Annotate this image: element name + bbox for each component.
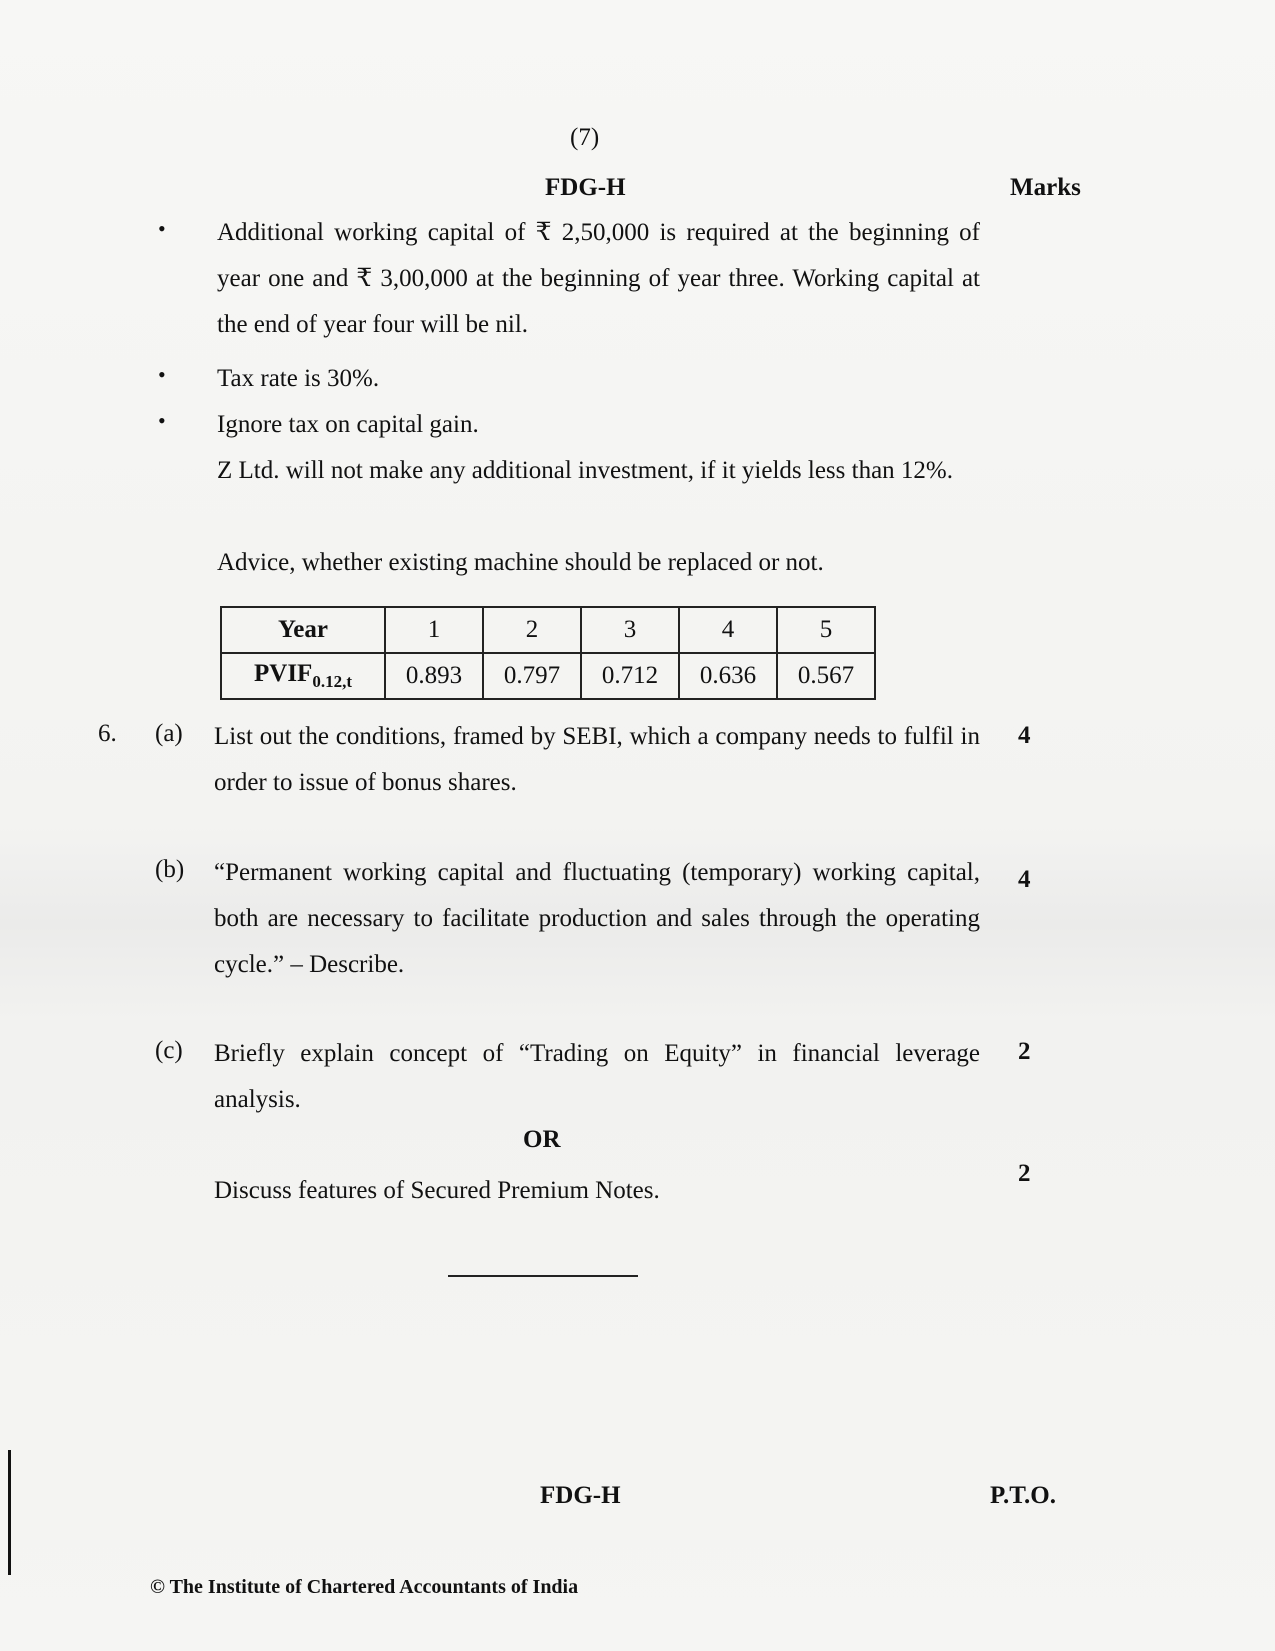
bullet-tax-rate: Tax rate is 30%. — [217, 365, 380, 392]
part-b-text: “Permanent working capital and fluctuating (temporary) working capital, both are necessary to facilitate production and sales through the operating cycle.” – Describe. — [214, 859, 980, 978]
part-b-marks: 4 — [1018, 866, 1031, 893]
pvif-cell: 0.636 — [679, 653, 777, 699]
page-number: (7) — [570, 124, 600, 151]
part-c-marks: 2 — [1018, 1038, 1031, 1065]
scan-edge-mark — [8, 1450, 11, 1575]
part-b-label: (b) — [155, 856, 185, 883]
table-row — [221, 607, 875, 653]
part-a-marks: 4 — [1018, 722, 1031, 749]
year-cell: 3 — [581, 607, 679, 653]
investment-note: Z Ltd. will not make any additional investment, if it yields less than 12%. — [217, 457, 953, 484]
marks-column-heading: Marks — [1010, 174, 1081, 201]
footer-paper-code: FDG-H — [540, 1482, 621, 1509]
pvif-cell: 0.893 — [385, 653, 483, 699]
year-row-label: Year — [221, 607, 385, 653]
bullet-marker: • — [158, 362, 166, 387]
footer-pto: P.T.O. — [990, 1482, 1056, 1509]
pvif-cell: 0.712 — [581, 653, 679, 699]
bullet-capital-gain: Ignore tax on capital gain. — [217, 411, 479, 438]
year-cell: 2 — [483, 607, 581, 653]
bullet-working-capital: Additional working capital of ₹ 2,50,000 is required at the beginning of year one and ₹ 3,00,000 at the beginning of year three. Working capital at the end of year four will be nil. — [217, 219, 980, 338]
bullet-marker: • — [158, 408, 166, 433]
part-a-label: (a) — [155, 720, 183, 747]
header-paper-code: FDG-H — [545, 174, 626, 201]
alternative-question-text: Discuss features of Secured Premium Notes. — [214, 1177, 660, 1204]
question-number: 6. — [98, 720, 117, 747]
or-separator: OR — [523, 1126, 561, 1153]
part-a-text: List out the conditions, framed by SEBI, which a company needs to fulfil in order to issue of bonus shares. — [214, 723, 980, 796]
bullet-marker: • — [158, 216, 166, 241]
end-of-question-rule — [448, 1275, 638, 1277]
alternative-marks: 2 — [1018, 1160, 1031, 1187]
pvif-cell: 0.797 — [483, 653, 581, 699]
advice-question: Advice, whether existing machine should be replaced or not. — [217, 549, 824, 576]
part-c-label: (c) — [155, 1037, 183, 1064]
pvif-table — [220, 606, 876, 700]
year-cell: 1 — [385, 607, 483, 653]
table-row — [221, 653, 875, 699]
pvif-label-text: PVIF — [254, 660, 313, 687]
part-c-text: Briefly explain concept of “Trading on Equity” in financial leverage analysis. — [214, 1040, 980, 1113]
pvif-row-label — [221, 653, 385, 699]
copyright-notice: © The Institute of Chartered Accountants of India — [150, 1576, 579, 1598]
pvif-label-subscript: 0.12,t — [312, 672, 352, 691]
year-cell: 4 — [679, 607, 777, 653]
pvif-cell: 0.567 — [777, 653, 875, 699]
year-cell: 5 — [777, 607, 875, 653]
